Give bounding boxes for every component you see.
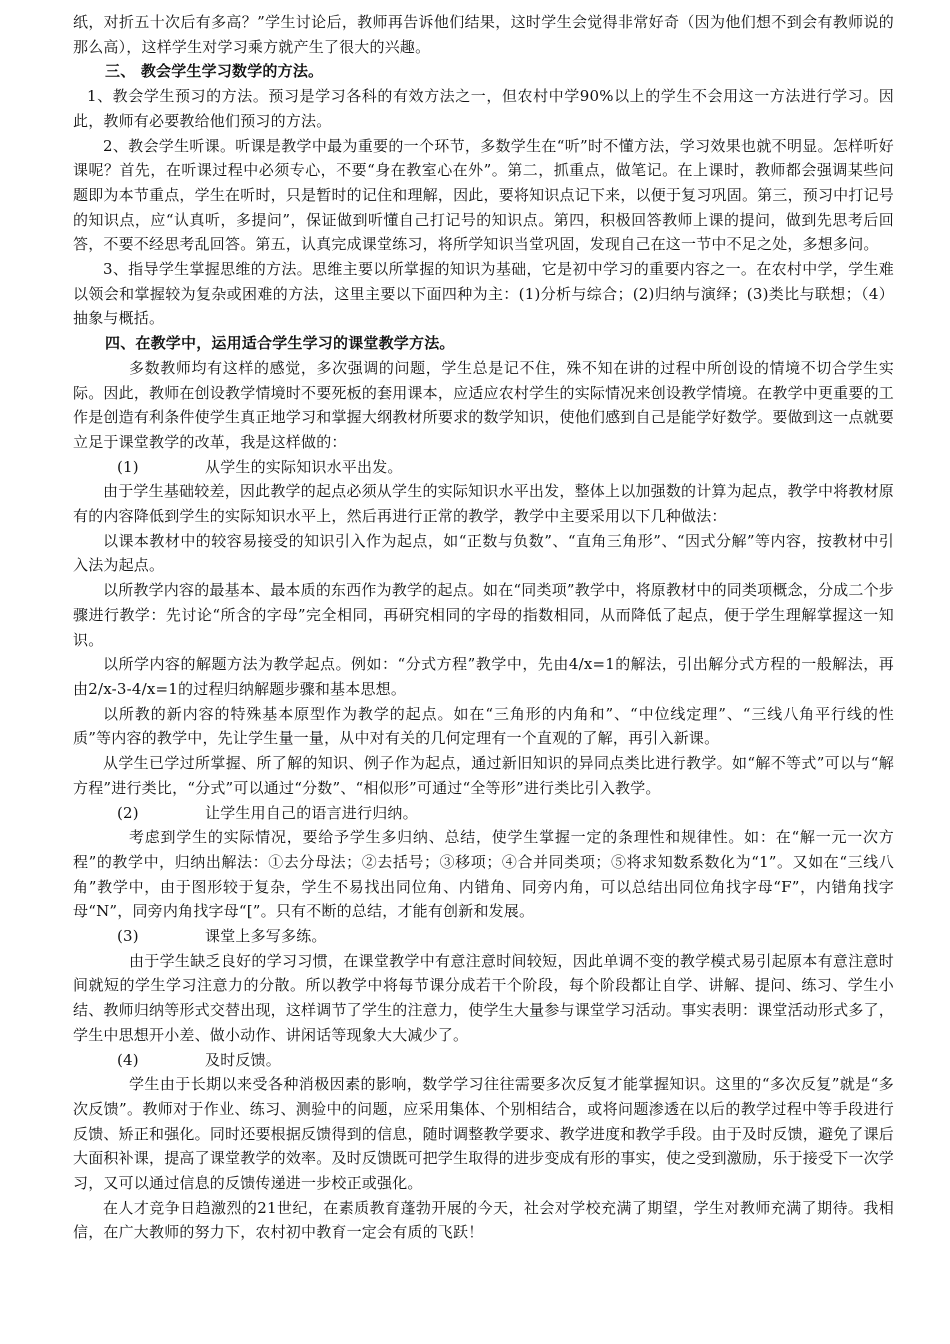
section-heading-4: 四、在教学中，运用适合学生学习的课堂教学方法。 bbox=[105, 334, 455, 353]
paragraph-feedback: 学生由于长期以来受各种消极因素的影响，数学学习往往需要多次反复才能掌握知识。这里的“多次反复”就是“多次反馈”。教师对于作业、练习、测验中的问题，应采用集体、个别相结合，或将问题渗透在以后的教学过程中等手段进行反馈、矫正和强化。同时还要根据反馈得到的信息，随时调整教学要求、教学进度和教学手段。由于及时反馈，避免了课后大面积补课，提高了课堂教学的效率。及时反馈既可把学生取得的进步变成有形的事实，使之受到激励，乐于接受下一次学习，又可以通过信息的反馈传递进一步校正或强化。 bbox=[73, 1075, 894, 1193]
subheading-1-title: 从学生的实际知识水平出发。 bbox=[205, 457, 403, 476]
paragraph-textbook-knowledge: 以课本教材中的较容易接受的知识引入作为起点，如“正数与负数”、“直角三角形”、“因式分解”等内容，按教材中引入法为起点。 bbox=[73, 531, 894, 575]
subheading-3-number: (3) bbox=[117, 927, 139, 946]
section-heading-3: 三、 教会学生学习数学的方法。 bbox=[105, 62, 324, 81]
paragraph-prototype: 以所教的新内容的特殊基本原型作为教学的起点。如在“三角形的内角和”、“中位线定理”、“三线八角平行线的性质”等内容的教学中，先让学生量一量，从中对有关的几何定理有一个直观的了解，再引入新课。 bbox=[73, 704, 894, 748]
paragraph-analogy: 从学生已学过所掌握、所了解的知识、例子作为起点，通过新旧知识的异同点类比进行教学。如“解不等式”可以与“解方程”进行类比，“分式”可以通过“分数”、“相似形”可通过“全等形”进行类比引入教学。 bbox=[73, 754, 894, 797]
subheading-4-title: 及时反馈。 bbox=[205, 1050, 282, 1069]
subheading-4-number: (4) bbox=[117, 1050, 139, 1069]
subheading-3-title: 课堂上多写多练。 bbox=[205, 927, 327, 946]
subheading-1 bbox=[73, 455, 894, 480]
paragraph-conclusion: 在人才竞争日趋激烈的21世纪，在素质教育蓬勃开展的今天，社会对学校充满了期望，学生对教师充满了期待。我相信，在广大教师的努力下，农村初中教育一定会有质的飞跃！ bbox=[73, 1198, 894, 1242]
paragraph-starting-point: 由于学生基础较差，因此教学的起点必须从学生的实际知识水平出发，整体上以加强数的计算为起点，教学中将教材原有的内容降低到学生的实际知识水平上，然后再进行正常的教学，教学中主要采用以下几种做法： bbox=[73, 482, 894, 526]
paragraph-summarize: 考虑到学生的实际情况，要给予学生多归纳、总结，使学生掌握一定的条理性和规律性。如：在“解一元一次方程”的教学中，归纳出解法：①去分母法；②去括号；③移项；④合并同类项；⑤将求知数系数化为“1”。又如在“三线八角”教学中，由于图形较于复杂，学生不易找出同位角、内错角、同旁内角，可以总结出同位角找字母“F”，内错角找字母“N”，同旁内角找字母“[”。只有不断的总结，才能有创新和发展。 bbox=[73, 828, 894, 921]
paragraph-preview-method: 1、教会学生预习的方法。预习是学习各科的有效方法之一，但农村中学90%以上的学生不会用这一方法进行学习。因此，教师有必要教给他们预习的方法。 bbox=[73, 87, 894, 130]
subheading-2 bbox=[73, 801, 894, 826]
paragraph-solving-method: 以所学内容的解题方法为教学起点。例如：“分式方程”教学中，先由4/x=1的解法，引出解分式方程的一般解法，再由2/x-3-4/x=1的过程归纳解题步骤和基本思想。 bbox=[73, 655, 894, 698]
paragraph-thinking-method: 3、指导学生掌握思维的方法。思维主要以所掌握的知识为基础，它是初中学习的重要内容之一。在农村中学，学生难以领会和掌握较为复杂或困难的方法，这里主要以下面四种为主：(1)分析与综合；(2)归纳与演绎；(3)类比与联想；（4）抽象与概括。 bbox=[73, 260, 894, 328]
subheading-2-title: 让学生用自己的语言进行归纳。 bbox=[205, 803, 418, 822]
paragraph-intro-continued: 纸，对折五十次后有多高？”学生讨论后，教师再告诉他们结果，这时学生会觉得非常好奇（因为他们想不到会有教师说的那么高），这样学生对学习乘方就产生了很大的兴趣。 bbox=[73, 13, 894, 56]
subheading-1-number: (1) bbox=[117, 457, 139, 476]
subheading-2-number: (2) bbox=[117, 803, 139, 822]
paragraph-teaching-situation: 多数教师均有这样的感觉，多次强调的问题，学生总是记不住，殊不知在讲的过程中所创设的情境不切合学生实际。因此，教师在创设教学情境时不要死板的套用课本，应适应农村学生的实际情况来创设教学情境。在教学中更重要的工作是创造有利条件使学生真正地学习和掌握大纲教材所要求的数学知识，使他们感到自己是能学好数学。要做到这一点就要立足于课堂教学的改革，我是这样做的： bbox=[73, 358, 894, 451]
paragraph-practice: 由于学生缺乏良好的学习习惯，在课堂教学中有意注意时间较短，因此单调不变的教学模式易引起原本有意注意时间就短的学生学习注意力的分散。所以教学中将每节课分成若干个阶段，每个阶段都让自学、讲解、提问、练习、学生小结、教师归纳等形式交替出现，这样调节了学生的注意力，使学生大量参与课堂学习活动。事实表明：课堂活动形式多了，学生中思想开小差、做小动作、讲闲话等现象大大减少了。 bbox=[73, 951, 894, 1044]
paragraph-basic-content: 以所教学内容的最基本、最本质的东西作为教学的起点。如在“同类项”教学中，将原教材中的同类项概念，分成二个步骤进行教学：先讨论“所含的字母”完全相同，再研究相同的字母的指数相同，从而降低了起点，便于学生理解掌握这一知识。 bbox=[73, 581, 894, 649]
subheading-3 bbox=[73, 924, 894, 949]
paragraph-listening-method: 2、教会学生听课。听课是教学中最为重要的一个环节，多数学生在“听”时不懂方法，学习效果也就不明显。怎样听好课呢？首先，在听课过程中必须专心，不要“身在教室心在外”。第二，抓重点，做笔记。在上课时，教师都会强调某些问题即为本节重点，学生在听时，只是暂时的记住和理解，因此，要将知识点记下来，以便于复习巩固。第三，预习中打记号的知识点，应“认真听，多提问”，保证做到听懂自己打记号的知识点。第四，积极回答教师上课的提问，做到先思考后回答，不要不经思考乱回答。第五，认真完成课堂练习，将所学知识当堂巩固，发现自己在这一节中不足之处，多想多问。 bbox=[73, 136, 894, 254]
subheading-4 bbox=[73, 1048, 894, 1073]
